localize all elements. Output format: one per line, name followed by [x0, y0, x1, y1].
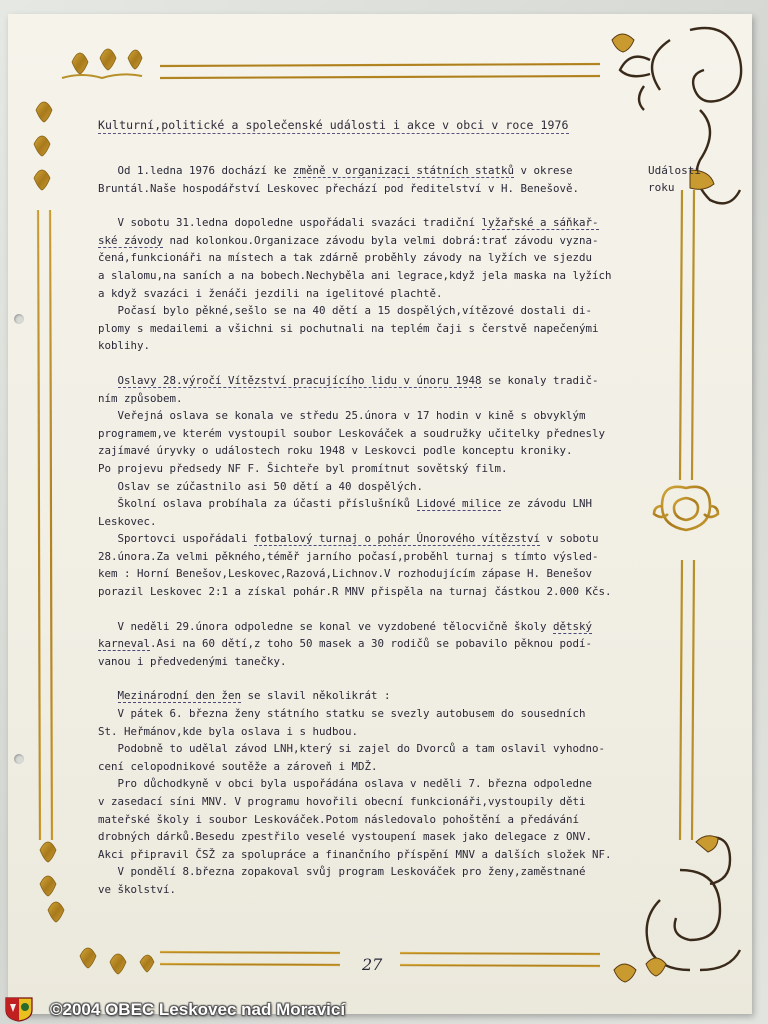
text-segment: V pátek 6. března ženy státního statku se svezly autobusem do sousedních [98, 707, 586, 721]
text-segment: V neděli 29.února odpoledne se konal ve vyzdobené tělocvičně školy [98, 619, 554, 633]
underlined-phrase: fotbalový turnaj o pohár Únorového vítězství [254, 532, 541, 546]
text-line [98, 214, 658, 232]
text-segment: Počasí bylo pěkné,sešlo se na 40 dětí a 15 dospělých,vítězové dostali di- [98, 304, 593, 318]
paragraph-gap [98, 355, 658, 372]
text-line [98, 828, 658, 846]
text-line [98, 618, 658, 636]
text-line [98, 583, 658, 601]
margin-note-line: Události [648, 164, 701, 177]
copyright-text: ©2004 OBEC Leskovec nad Moravicí [50, 1000, 346, 1019]
text-line [98, 881, 658, 899]
text-line [98, 723, 658, 741]
text-line [98, 548, 658, 566]
underlined-phrase: Lidové milice [416, 497, 502, 511]
text-segment: drobných dárků.Besedu zpestřilo veselé vystoupení masek jako delegace z ONV. [98, 830, 593, 844]
text-segment: Podobně to udělal závod LNH,který si zajel do Dvorců a tam oslavil vyhodno- [98, 742, 606, 756]
text-segment: kem : Horní Benešov,Leskovec,Razová,Lichnov.V rozhodujícím zápase H. Benešov [98, 567, 593, 581]
text-line [98, 180, 658, 198]
text-segment [98, 689, 118, 702]
document-body [98, 162, 658, 899]
text-segment: v sobotu [540, 532, 599, 546]
underlined-phrase: karneval [98, 637, 151, 651]
text-segment: V pondělí 8.března zopakoval svůj program Leskováček pro ženy,zaměstnané [98, 865, 586, 879]
text-line [98, 407, 658, 425]
text-segment: se konaly tradič- [481, 373, 599, 387]
text-line [98, 530, 658, 548]
text-line [98, 267, 658, 285]
text-segment: koblihy. [98, 339, 151, 353]
text-line [98, 863, 658, 881]
text-line [98, 372, 658, 390]
text-segment: Veřejná oslava se konala ve středu 25.února v 17 hodin v kině s obvyklým [98, 409, 586, 423]
right-border-lines [680, 190, 694, 840]
text-segment: Bruntál.Naše hospodářství Leskovec přechází pod ředitelství v H. Benešově. [98, 181, 580, 195]
text-line [98, 302, 658, 320]
underlined-phrase: Mezinárodní den žen [117, 689, 242, 703]
text-line [98, 425, 658, 443]
text-line [98, 653, 658, 671]
text-segment: Školní oslava probíhala za účasti příslušníků [98, 497, 417, 511]
document-title: Kulturní,politické a společenské události i akce v obci v roce 1976 [98, 118, 569, 132]
text-segment: Pro důchodkyně v obci byla uspořádána oslava v neděli 7. března odpoledne [98, 777, 593, 791]
text-line [98, 565, 658, 583]
text-segment: V sobotu 31.ledna dopoledne uspořádali svazáci tradiční [98, 216, 482, 230]
text-line [98, 320, 658, 338]
text-segment [98, 374, 118, 387]
page-number: 27 [362, 955, 383, 974]
text-segment: 28.února.Za velmi pěkného,téměř jarního počasí,proběhl turnaj s tímto výsled- [98, 549, 599, 563]
text-line [98, 232, 658, 250]
text-segment: a slalomu,na saních a na bobech.Nechyběla ani legrace,když jela maska na lyžích [98, 268, 612, 282]
text-line [98, 478, 658, 496]
text-line [98, 337, 658, 355]
underlined-phrase: změně v organizaci státních statků [293, 164, 515, 177]
text-segment: zajímavé úryvky o událostech roku 1948 v Leskovci podle konceptu kroniky. [98, 444, 573, 458]
text-line [98, 162, 658, 180]
text-segment: Leskovec. [98, 514, 157, 528]
paragraph-gap [98, 601, 658, 618]
text-segment: Akci připravil ČSŽ za spolupráce a finančního příspění MNV a dalších složek NF. [98, 847, 612, 861]
text-segment: St. Heřmánov,kde byla oslava i s hudbou. [98, 724, 359, 738]
underlined-phrase: ské závody [98, 233, 164, 247]
text-line [98, 635, 658, 653]
text-line [98, 390, 658, 408]
top-border-lines [160, 64, 600, 78]
text-segment: cení celopodnikové soutěže a zároveň i MDŽ. [98, 759, 378, 773]
text-segment: plomy s medailemi a všichni si pochutnali na teplém čaji s čerstvě napečenými [98, 321, 599, 335]
text-line [98, 460, 658, 478]
coat-of-arms-icon [2, 996, 36, 1022]
text-segment: Od 1.ledna 1976 dochází ke [98, 164, 294, 177]
text-segment: Po projevu předsedy NF F. Šichteře byl promítnut sovětský film. [98, 461, 508, 475]
underlined-phrase: Oslavy 28.výročí Vítězství pracujícího lidu v únoru 1948 [117, 373, 482, 387]
text-segment: nad kolonkou.Organizace závodu byla velmi dobrá:trať závodu vyzna- [163, 233, 599, 247]
text-line [98, 285, 658, 303]
text-segment: čená,funkcionáři na místech a tak zdárně proběhly závody na lyžích ve sjezdu [98, 251, 593, 265]
text-line [98, 687, 658, 705]
text-segment: ze závodu LNH [501, 497, 593, 511]
text-line [98, 495, 658, 513]
text-line [98, 793, 658, 811]
text-line [98, 705, 658, 723]
text-line [98, 846, 658, 864]
text-line [98, 758, 658, 776]
text-segment: ve školství. [98, 882, 177, 896]
paragraph-gap [98, 197, 658, 214]
text-segment: ním způsobem. [98, 391, 183, 405]
text-line [98, 442, 658, 460]
underlined-phrase: lyžařské a sáňkař- [481, 216, 599, 230]
cartouche-ornament-icon [654, 474, 718, 542]
text-segment: porazil Leskovec 2:1 a získal pohár.R MNV přispěla na turnaj částkou 2.000 Kčs. [98, 585, 612, 599]
text-segment: v okrese [514, 164, 573, 177]
text-line [98, 775, 658, 793]
text-segment: v zasedací síni MNV. V programu hovořili obecní funkcionáři,vystoupily děti [98, 795, 586, 808]
text-segment: se slavil několikrát : [241, 689, 391, 703]
text-line [98, 811, 658, 829]
text-line [98, 740, 658, 758]
text-segment: .Asi na 60 dětí,z toho 50 masek a 30 rodičů se pobavilo pěknou podí- [150, 637, 593, 651]
text-segment: Sportovci uspořádali [98, 532, 255, 546]
text-line [98, 513, 658, 531]
text-segment: mateřské školy i soubor Leskováček.Potom následovalo pohoštění a předávání [98, 812, 580, 826]
footer [0, 996, 768, 1024]
paragraph-gap [98, 670, 658, 687]
text-segment: programem,ve kterém vystoupil soubor Leskováček a soudružky učitelky přednesly [98, 426, 606, 440]
margin-note-line: roku [648, 181, 675, 194]
left-border-lines [38, 210, 52, 840]
underlined-phrase: dětský [553, 619, 593, 633]
text-segment: a když svazáci i ženáči jezdili na igelitové plachtě. [98, 286, 443, 300]
text-segment: Oslav se zúčastnilo asi 50 dětí a 40 dospělých. [98, 479, 424, 493]
text-segment: vanou i předvedenými tanečky. [98, 654, 287, 668]
text-line [98, 249, 658, 267]
